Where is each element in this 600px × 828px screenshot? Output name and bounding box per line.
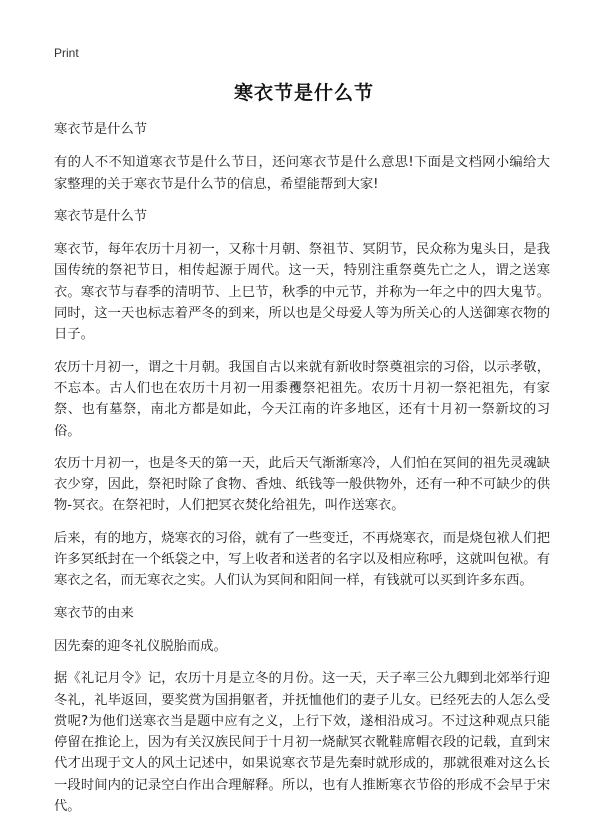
body-paragraph: 农历十月初一，谓之十月朝。我国自古以来就有新收时祭奠祖宗的习俗，以示孝敬，不忘本。古人们也在农历十月初一用黍矡祭祀祖先。农历十月初一祭祀祖先，有家祭、也有墓祭，南北方都是如此，今天江南的许多地区，还有十月初一祭新坟的习俗。 [54, 359, 550, 439]
section-heading: 寒衣节的由来 [54, 605, 134, 621]
body-paragraph: 据《礼记月令》记，农历十月是立冬的月份。这一天，天子率三公九卿到北郊举行迎冬礼，礼毕返回，要奖赏为国捐躯者，并抚恤他们的妻子儿女。已经死去的人怎么受赏呢?为他们送寒衣当是题中应有之义，上行下效，遂相沿成习。不过这种观点只能停留在推论上，因为有关汉族民间于十月初一烧献冥衣靴鞋席帽衣段的记载，直到宋代才出现于文人的风土记述中，如果说寒衣节是先秦时就形成的，那就很难对这么长一段时间内的记录空白作出合理解释。所以，也有人推断寒衣节俗的形成不会早于宋代。 [54, 671, 550, 815]
section-heading: 寒衣节是什么节 [54, 208, 148, 224]
body-paragraph: 后来，有的地方，烧寒衣的习俗，就有了一些变迁，不再烧寒衣，而是烧包袱人们把许多冥纸封在一个纸袋之中，写上收者和送者的名字以及相应称呼，这就叫包袱。有寒衣之名，而无寒衣之实。人们认为冥间和阳间一样，有钱就可以买到许多东西。 [54, 530, 550, 589]
print-label: Print [54, 46, 79, 60]
section-heading: 寒衣节是什么节 [54, 122, 148, 137]
body-paragraph: 寒衣节，每年农历十月初一，又称十月朝、祭祖节、冥阴节，民众称为鬼头日，是我国传统的祭祀节日，相传起源于周代。这一天，特别注重祭奠先亡之人，谓之送寒衣。寒衣节与春季的清明节、上巳节，秋季的中元节，并称为一年之中的四大鬼节。同时，这一天也标志着严冬的到来，所以也是父母爱人等为所关心的人送御寒衣物的日子。 [54, 242, 550, 343]
document-title: 寒衣节是什么节 [233, 82, 374, 104]
intro-paragraph: 有的人不不知道寒衣节是什么节日，还问寒衣节是什么意思!下面是文档网小编给大家整理的关于寒衣节是什么节的信息，希望能帮到大家! [54, 155, 550, 192]
body-paragraph: 农历十月初一，也是冬天的第一天，此后天气渐渐寒冷，人们怕在冥间的祖先灵魂缺衣少穿，因此，祭祀时除了食物、香烛、纸钱等一般供物外，还有一种不可缺少的供物-冥衣。在祭祀时，人们把冥衣焚化给祖先，叫作送寒衣。 [54, 455, 550, 514]
document-body [54, 119, 550, 828]
body-paragraph: 因先秦的迎冬礼仪脱胎而成。 [54, 638, 227, 654]
